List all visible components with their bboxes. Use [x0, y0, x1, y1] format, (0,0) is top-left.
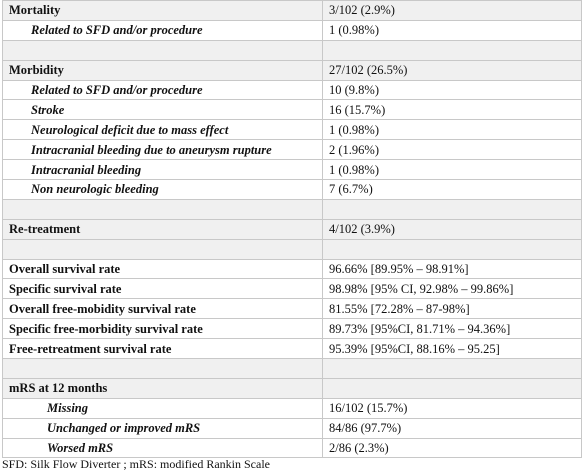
row-label: Specific survival rate	[3, 279, 323, 299]
row-value: 7 (6.7%)	[323, 180, 582, 200]
spacer-row	[3, 40, 582, 60]
row-label: Free-retreatment survival rate	[3, 339, 323, 359]
table-row	[3, 299, 582, 319]
spacer-row	[3, 239, 582, 259]
row-value	[323, 199, 582, 219]
row-value: 84/86 (97.7%)	[323, 418, 582, 438]
table-row	[3, 418, 582, 438]
row-label: Overall free-mobidity survival rate	[3, 299, 323, 319]
table-row	[3, 398, 582, 418]
spacer-row	[3, 359, 582, 379]
row-label: Related to SFD and/or procedure	[3, 20, 323, 40]
row-value: 4/102 (3.9%)	[323, 219, 582, 239]
table-row	[3, 259, 582, 279]
row-value: 10 (9.8%)	[323, 80, 582, 100]
table-row-morbidity	[3, 60, 582, 80]
row-value: 89.73% [95%CI, 81.71% – 94.36%]	[323, 319, 582, 339]
row-label: Related to SFD and/or procedure	[3, 80, 323, 100]
table-row	[3, 319, 582, 339]
row-label: Re-treatment	[3, 219, 323, 239]
row-value: 96.66% [89.95% – 98.91%]	[323, 259, 582, 279]
row-label: Non neurologic bleeding	[3, 180, 323, 200]
table-row-mrs	[3, 378, 582, 398]
row-value: 95.39% [95%CI, 88.16% – 95.25]	[323, 339, 582, 359]
row-label: Overall survival rate	[3, 259, 323, 279]
table-row	[3, 100, 582, 120]
row-label: Specific free-morbidity survival rate	[3, 319, 323, 339]
row-value: 1 (0.98%)	[323, 120, 582, 140]
row-label	[3, 40, 323, 60]
row-value: 1 (0.98%)	[323, 20, 582, 40]
row-value: 2 (1.96%)	[323, 140, 582, 160]
row-value: 98.98% [95% CI, 92.98% – 99.86%]	[323, 279, 582, 299]
row-value	[323, 239, 582, 259]
row-value	[323, 359, 582, 379]
row-label: mRS at 12 months	[3, 378, 323, 398]
row-value: 16/102 (15.7%)	[323, 398, 582, 418]
table-row	[3, 160, 582, 180]
row-value: 2/86 (2.3%)	[323, 438, 582, 458]
table-row	[3, 279, 582, 299]
row-label	[3, 359, 323, 379]
table-row	[3, 80, 582, 100]
row-label	[3, 239, 323, 259]
row-label: Intracranial bleeding due to aneurysm rupture	[3, 140, 323, 160]
row-value	[323, 378, 582, 398]
table-row-mortality	[3, 1, 582, 21]
table-row	[3, 140, 582, 160]
row-label	[3, 199, 323, 219]
table-footnote: SFD: Silk Flow Diverter ; mRS: modified Rankin Scale	[2, 457, 270, 471]
row-label: Missing	[3, 398, 323, 418]
table-row	[3, 120, 582, 140]
row-label: Stroke	[3, 100, 323, 120]
row-value: 27/102 (26.5%)	[323, 60, 582, 80]
row-label: Mortality	[3, 1, 323, 21]
row-label: Intracranial bleeding	[3, 160, 323, 180]
row-label: Morbidity	[3, 60, 323, 80]
row-value: 1 (0.98%)	[323, 160, 582, 180]
row-label: Unchanged or improved mRS	[3, 418, 323, 438]
row-value: 3/102 (2.9%)	[323, 1, 582, 21]
row-value: 81.55% [72.28% – 87-98%]	[323, 299, 582, 319]
row-label: Worsed mRS	[3, 438, 323, 458]
row-label: Neurological deficit due to mass effect	[3, 120, 323, 140]
outcomes-table	[2, 0, 582, 458]
row-value	[323, 40, 582, 60]
table-row	[3, 339, 582, 359]
table-row-retreatment	[3, 219, 582, 239]
row-value: 16 (15.7%)	[323, 100, 582, 120]
spacer-row	[3, 199, 582, 219]
table-row	[3, 20, 582, 40]
table-row	[3, 438, 582, 458]
table-row	[3, 180, 582, 200]
